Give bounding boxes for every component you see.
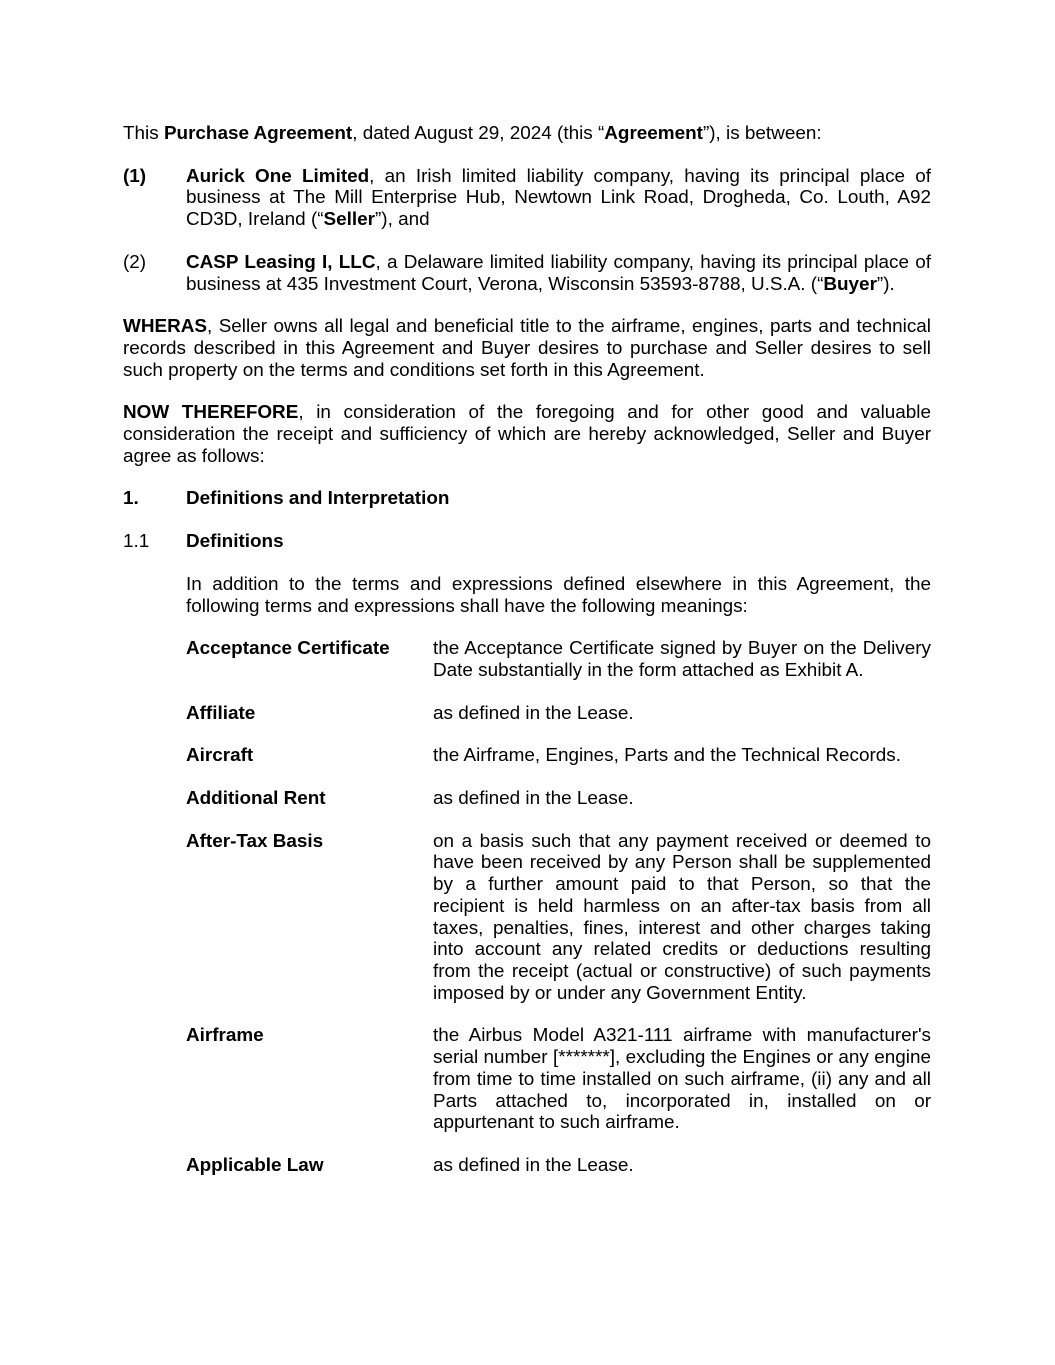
definition-text: the Acceptance Certificate signed by Buyer on the Delivery Date substantially in the form attached as Exhibit A. xyxy=(433,638,931,681)
definition-row xyxy=(186,1155,931,1177)
recital-now-therefore xyxy=(123,402,931,467)
definition-term: Aircraft xyxy=(186,745,254,767)
recital-whereas xyxy=(123,316,931,381)
definition-term: Applicable Law xyxy=(186,1154,324,1176)
text-run: WHERAS xyxy=(123,316,207,338)
party-item xyxy=(123,252,931,295)
definitions-intro-paragraph: In addition to the terms and expressions defined elsewhere in this Agreement, the following terms and expressions shall have the following meanings: xyxy=(186,573,931,617)
subsection-heading xyxy=(123,531,931,553)
party-number: (1) xyxy=(123,165,147,187)
text-run: ”), and xyxy=(375,209,430,231)
subsection-title: Definitions xyxy=(186,531,284,553)
definition-text: as defined in the Lease. xyxy=(433,1154,634,1176)
definition-term: Additional Rent xyxy=(186,788,326,810)
party-text xyxy=(186,252,931,295)
text-run: Buyer xyxy=(823,273,877,295)
text-run: , a Delaware limited liability company, having its principal place of business at 435 Investment Court, Verona, Wisconsin 53593-8788, U.S.A. (“ xyxy=(186,251,931,295)
party-item xyxy=(123,166,931,231)
definition-text: the Airframe, Engines, Parts and the Technical Records. xyxy=(433,745,901,767)
party-number: (2) xyxy=(123,251,147,273)
section-heading xyxy=(123,488,931,510)
text-run: ”). xyxy=(876,273,895,295)
intro-paragraph xyxy=(123,123,931,145)
text-run: CASP Leasing I, LLC xyxy=(186,251,376,273)
text-run: Seller xyxy=(323,209,375,231)
text-run: NOW THEREFORE xyxy=(123,402,299,424)
text-run: Agreement xyxy=(604,123,703,144)
definition-text: as defined in the Lease. xyxy=(433,702,634,724)
text-run: , dated August 29, 2024 (this “ xyxy=(352,123,605,144)
text-run: ”), is between: xyxy=(702,123,822,144)
definition-term: Acceptance Certificate xyxy=(186,638,390,660)
definition-text: on a basis such that any payment received or deemed to have been received by any Person shall be supplemented by a further amount paid to that Person, so that the recipient is held harmless on an after-tax basis from all taxes, penalties, fines, interest and other charges taking into account any related credits or deductions resulting from the receipt (actual or constructive) of such payments imposed by or under any Government Entity. xyxy=(433,830,931,1004)
definition-row xyxy=(186,788,931,810)
party-text xyxy=(186,166,931,231)
section-number: 1. xyxy=(123,488,139,510)
text-run: Purchase Agreement xyxy=(163,123,353,144)
section-title: Definitions and Interpretation xyxy=(186,488,450,510)
definition-row xyxy=(186,703,931,725)
definition-row xyxy=(186,1025,931,1134)
definition-text: the Airbus Model A321-111 airframe with manufacturer's serial number [*******], excluding the Engines or any engine from time to time installed on such airframe, (ii) any and all Parts attached to, incorporated in, installed on or appurtenant to such airframe. xyxy=(433,1025,931,1134)
definition-row xyxy=(186,638,931,681)
text-run: This xyxy=(123,123,164,144)
definition-term: Affiliate xyxy=(186,702,256,724)
text-run: Aurick One Limited xyxy=(186,165,370,187)
subsection-number: 1.1 xyxy=(123,531,150,553)
definition-text: as defined in the Lease. xyxy=(433,788,634,810)
definition-row xyxy=(186,745,931,767)
definition-row xyxy=(186,831,931,1005)
definition-term: After-Tax Basis xyxy=(186,830,324,852)
text-run: , an Irish limited liability company, having its principal place of business at The Mill Enterprise Hub, Newtown Link Road, Drogheda, Co. Louth, A92 CD3D, Ireland (“ xyxy=(186,165,932,231)
text-run: , Seller owns all legal and beneficial title to the airframe, engines, parts and technical records described in this Agreement and Buyer desires to purchase and Seller desires to sell such property on the terms and conditions set forth in this Agreement. xyxy=(123,316,931,381)
text-run: , in consideration of the foregoing and for other good and valuable consideration the receipt and sufficiency of which are hereby acknowledged, Seller and Buyer agree as follows: xyxy=(123,402,931,467)
definition-term: Airframe xyxy=(186,1025,264,1047)
